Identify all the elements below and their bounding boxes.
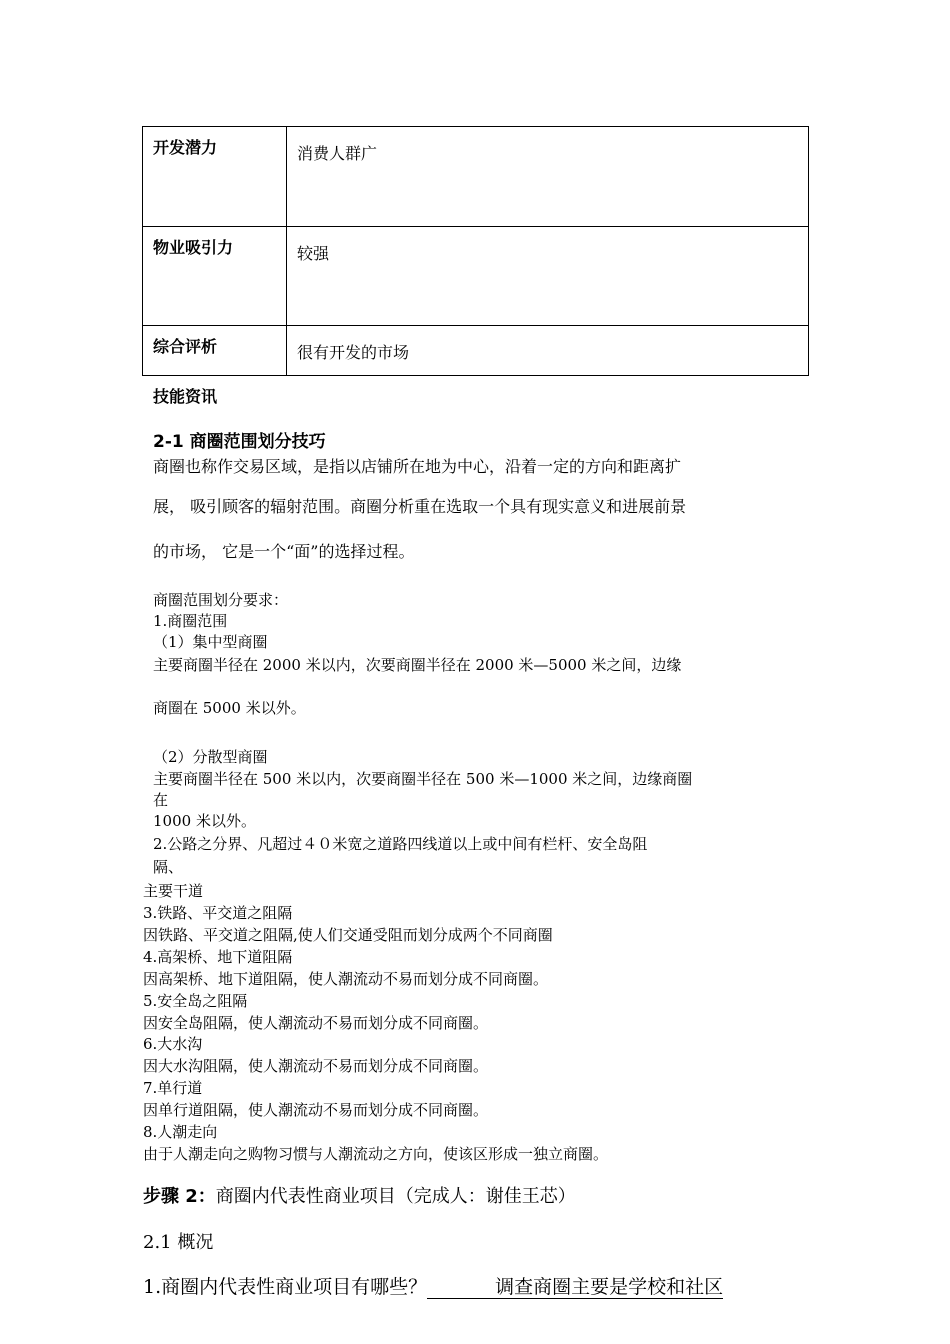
- skills-heading: 技能资讯: [153, 387, 218, 406]
- intro-line: 的市场， 它是一个“面”的选择过程。: [153, 542, 415, 561]
- question-line: [143, 1272, 723, 1299]
- body-line: 1000 米以外。: [153, 812, 256, 830]
- row-label: 物业吸引力: [143, 227, 287, 326]
- table-row: [143, 127, 809, 227]
- item-line: 2.公路之分界、凡超过４０米宽之道路四线道以上或中间有栏杆、安全岛阻: [153, 835, 648, 853]
- row-label: 综合评析: [143, 326, 287, 376]
- body-line: 主要商圈半径在 500 米以内，次要商圈半径在 500 米—1000 米之间，边缘商圈: [153, 770, 693, 788]
- list-item: 4.高架桥、地下道阻隔: [143, 948, 293, 966]
- item-line: 隔、: [153, 858, 184, 876]
- intro-line: 商圈也称作交易区域，是指以店铺所在地为中心，沿着一定的方向和距离扩: [153, 457, 682, 476]
- step2-heading: [143, 1182, 576, 1208]
- question-prompt: 1.商圈内代表性商业项目有哪些？: [143, 1276, 428, 1298]
- body-line: 主要商圈半径在 2000 米以内，次要商圈半径在 2000 米—5000 米之间，边缘: [153, 656, 682, 674]
- list-item: 6.大水沟: [143, 1035, 203, 1053]
- row-label: 开发潜力: [143, 127, 287, 227]
- body-line: 在: [153, 791, 169, 809]
- requirements-title: 商圈范围划分要求：: [153, 591, 289, 609]
- list-item: 因高架桥、地下道阻隔，使人潮流动不易而划分成不同商圈。: [143, 970, 549, 988]
- list-item: 因安全岛阻隔，使人潮流动不易而划分成不同商圈。: [143, 1014, 489, 1032]
- intro-line: 展， 吸引顾客的辐射范围。商圈分析重在选取一个具有现实意义和进展前景: [153, 497, 687, 516]
- list-item: 5.安全岛之阻隔: [143, 992, 248, 1010]
- list-item: 7.单行道: [143, 1079, 203, 1097]
- row-value: 消费人群广: [287, 127, 809, 227]
- list-item: 因单行道阻隔，使人潮流动不易而划分成不同商圈。: [143, 1101, 489, 1119]
- list-item: 因大水沟阻隔，使人潮流动不易而划分成不同商圈。: [143, 1057, 489, 1075]
- list-item: 由于人潮走向之购物习惯与人潮流动之方向，使该区形成一独立商圈。: [143, 1145, 609, 1163]
- section-title: 2-1 商圈范围划分技巧: [153, 432, 326, 452]
- evaluation-table: [142, 126, 809, 376]
- step2-title: 商圈内代表性商业项目（完成人：谢佳王芯）: [215, 1186, 576, 1207]
- list-item: 因铁路、平交道之阻隔,使人们交通受阻而划分成两个不同商圈: [143, 926, 553, 944]
- row-value: 较强: [287, 227, 809, 326]
- list-item: 8.人潮走向: [143, 1123, 218, 1141]
- item-line: 主要干道: [143, 882, 204, 900]
- item-title: 1.商圈范围: [153, 612, 228, 630]
- list-item: 3.铁路、平交道之阻隔: [143, 904, 293, 922]
- row-value: 很有开发的市场: [287, 326, 809, 376]
- subitem-title: （1）集中型商圈: [153, 633, 268, 651]
- table-row: [143, 227, 809, 326]
- subitem-title: （2）分散型商圈: [153, 748, 268, 766]
- question-answer: 调查商圈主要是学校和社区: [427, 1276, 723, 1299]
- body-line: 商圈在 5000 米以外。: [153, 699, 306, 717]
- step2-label: 步骤 2：: [143, 1186, 216, 1207]
- overview-heading: 2.1 概况: [143, 1232, 214, 1253]
- table-row: [143, 326, 809, 376]
